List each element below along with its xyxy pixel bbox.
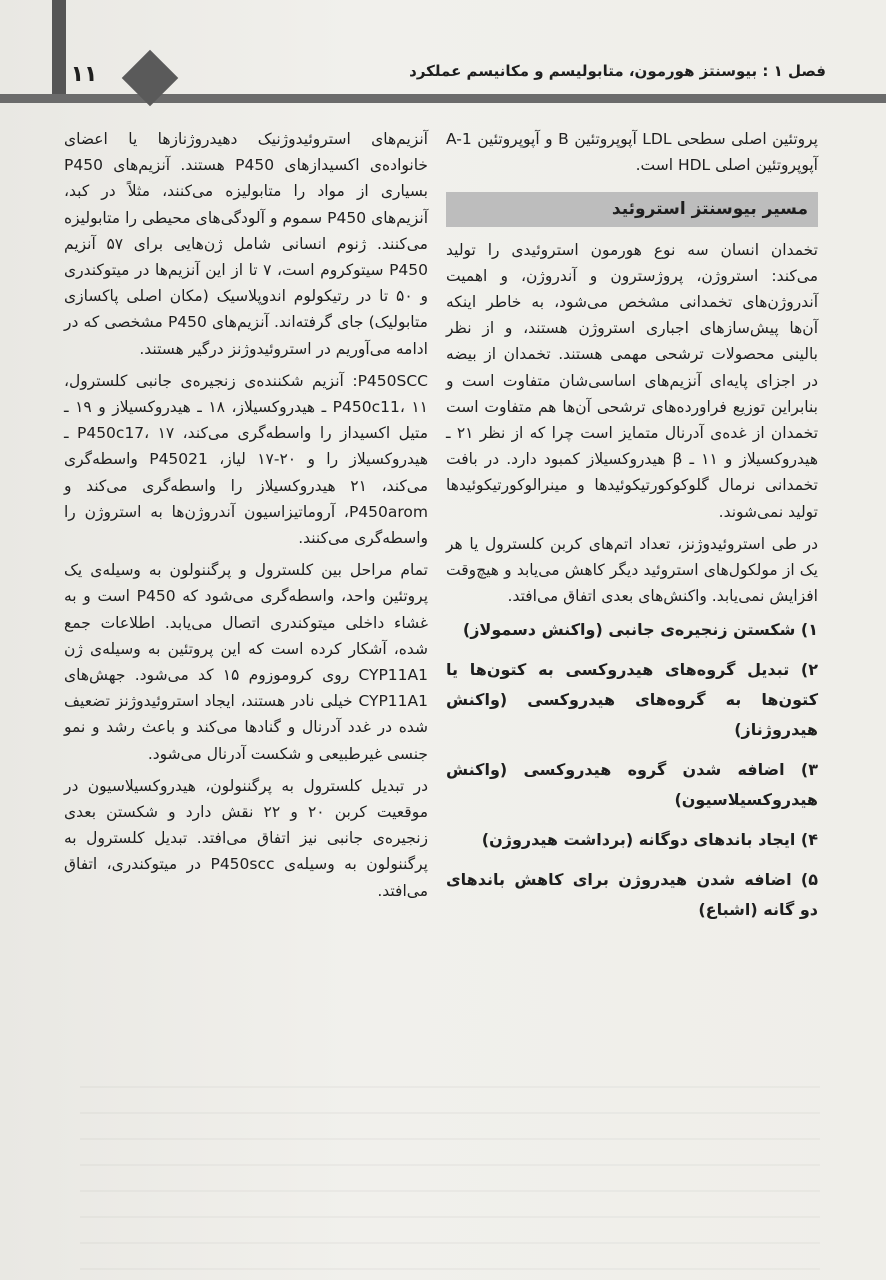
- header-rule: [0, 94, 886, 103]
- list-item: ۳) اضافه شدن گروه هیدروکسی (واکنش هیدروکسیلاسیون): [446, 760, 818, 810]
- left-column: [64, 126, 428, 910]
- list-item: ۲) تبدیل گروه‌های هیدروکسی به کتون‌ها یا کتون‌ها به گروه‌های هیدروکسی (واکنش هیدروژناز): [446, 660, 818, 740]
- list-item: ۴) ایجاد باندهای دوگانه (برداشت هیدروژن): [481, 830, 818, 850]
- paragraph-ovary: تخمدان انسان سه نوع هورمون استروئیدی را تولید می‌کند: استروژن، پروژسترون و آندروژن، و اهمیت آندروژن‌های تخمدانی مشخص می‌شود، به خاطر اینکه آن‌ها پیش‌سازهای اجباری استروژن هستند، و از نظر بالینی محصولات ترشحی مهمی هستند. تخمدان از بیضه در اجزای پایه‌ای آنزیم‌های اساسی‌شان متفاوت است و بنابراین توزیع فراورده‌های ترشحی آن‌ها هم متفاوت است تخمدان از غده‌ی آدرنال متمایز است چرا که از نظر ۲۱ ـ هیدروکسیلاز و ۱۱ ـ β هیدروکسیلاز کمبود دارد. در بافت تخمدانی نرمال گلوکوکورتیکوئیدها و مینرالوکورتیکوئیدها تولید نمی‌شوند.: [446, 240, 819, 521]
- list-item: ۵) اضافه شدن هیدروژن برای کاهش باندهای دو گانه (اشباع): [446, 870, 818, 920]
- intro-paragraph: پروتئین اصلی سطحی LDL آپوپروتئین B و آپوپروتئین A-1 آپوپروتئین اصلی HDL است.: [446, 130, 818, 175]
- page-number: ۱۱: [70, 62, 98, 87]
- bleed-through-texture: [80, 1080, 820, 1270]
- chapter-title: فصل ۱ : بیوسنتز هورمون، متابولیسم و مکانیسم عملکرد: [409, 62, 826, 80]
- paragraph-p450scc: P450SCC: آنزیم شکننده‌ی زنجیره‌ی جانبی کلسترول، P450c11، ۱۱ ـ هیدروکسیلاز، ۱۸ ـ هیدروکسیلاز و ۱۹ ـ متیل اکسیداز را واسطه‌گری می‌کند، P450c17، ۱۷ ـ هیدروکسیلاز را و ۲۰-۱۷ لیاز، P45021 واسطه‌گری می‌کند، ۲۱ هیدروکسیلاز را واسطه‌گری می‌کند و P450arom، آروماتیزاسیون آندروژن‌ها به استروژن را واسطه‌گری می‌کنند.: [64, 371, 429, 548]
- reaction-steps-list: [446, 615, 818, 925]
- paragraph-p450-enzymes: آنزیم‌های استروئیدوژنیک دهیدروژنازها یا اعضای خانواده‌ی اکسیدازهای P450 هستند. آنزیم‌های P450 بسیاری از مواد را متابولیزه می‌کنند، مثلاً در کبد، آنزیم‌های P450 سموم و آلودگی‌های محیطی را متابولیزه می‌کنند. ژنوم انسانی شامل ژن‌هایی برای ۵۷ آنزیم P450 سیتوکروم است، ۷ تا از این آنزیم‌ها در میتوکندری و ۵۰ تا در رتیکولوم اندوپلاسیک (مکان اصلی پاکسازی متابولیک) جای گرفته‌اند. آنزیم‌های P450 مشخصی که در ادامه می‌آوریم در استروئیدوژنز درگیر هستند.: [64, 130, 428, 358]
- list-item: ۱) شکستن زنجیره‌ی جانبی (واکنش دسمولاز): [462, 620, 818, 640]
- paragraph-pregnenolone: در تبدیل کلسترول به پرگننولون، هیدروکسیلاسیون در موقعیت کربن ۲۰ و ۲۲ نقش دارد و شکستن بعدی زنجیره‌ی جانبی نیز اتفاق می‌افتد. تبدیل کلسترول به پرگننولون به وسیله‌ی P450scc در میتوکندری، اتفاق می‌افتد.: [64, 776, 429, 900]
- right-column: [446, 126, 818, 935]
- section-heading: مسیر بیوسنتز استروئید: [446, 192, 818, 226]
- paragraph-steroidogenesis: در طی استروئیدوژنز، تعداد اتم‌های کربن کلسترول یا هر یک از مولکول‌های استروئید دیگر کاهش می‌یابد و هیچ‌وقت افزایش نمی‌یابد. واکنش‌های بعدی اتفاق می‌افتد.: [446, 534, 818, 606]
- paragraph-cyp11a1: تمام مراحل بین کلسترول و پرگننولون به وسیله‌ی یک پروتئین واحد، واسطه‌گری می‌شود که P450 است و به غشاء داخلی میتوکندری اتصال می‌یابد. اطلاعات جمع شده، آشکار کرده است که این پروتئین به وسیله‌ی ژن CYP11A1 روی کروموزوم ۱۵ کد می‌شود. جهش‌های CYP11A1 خیلی نادر هستند، ایجاد استروئیدوژنز تضعیف شده در غدد آدرنال و گنادها می‌کند و باعث رشد و نمو جنسی غیرطبیعی و شکست آدرنال می‌شود.: [64, 561, 429, 763]
